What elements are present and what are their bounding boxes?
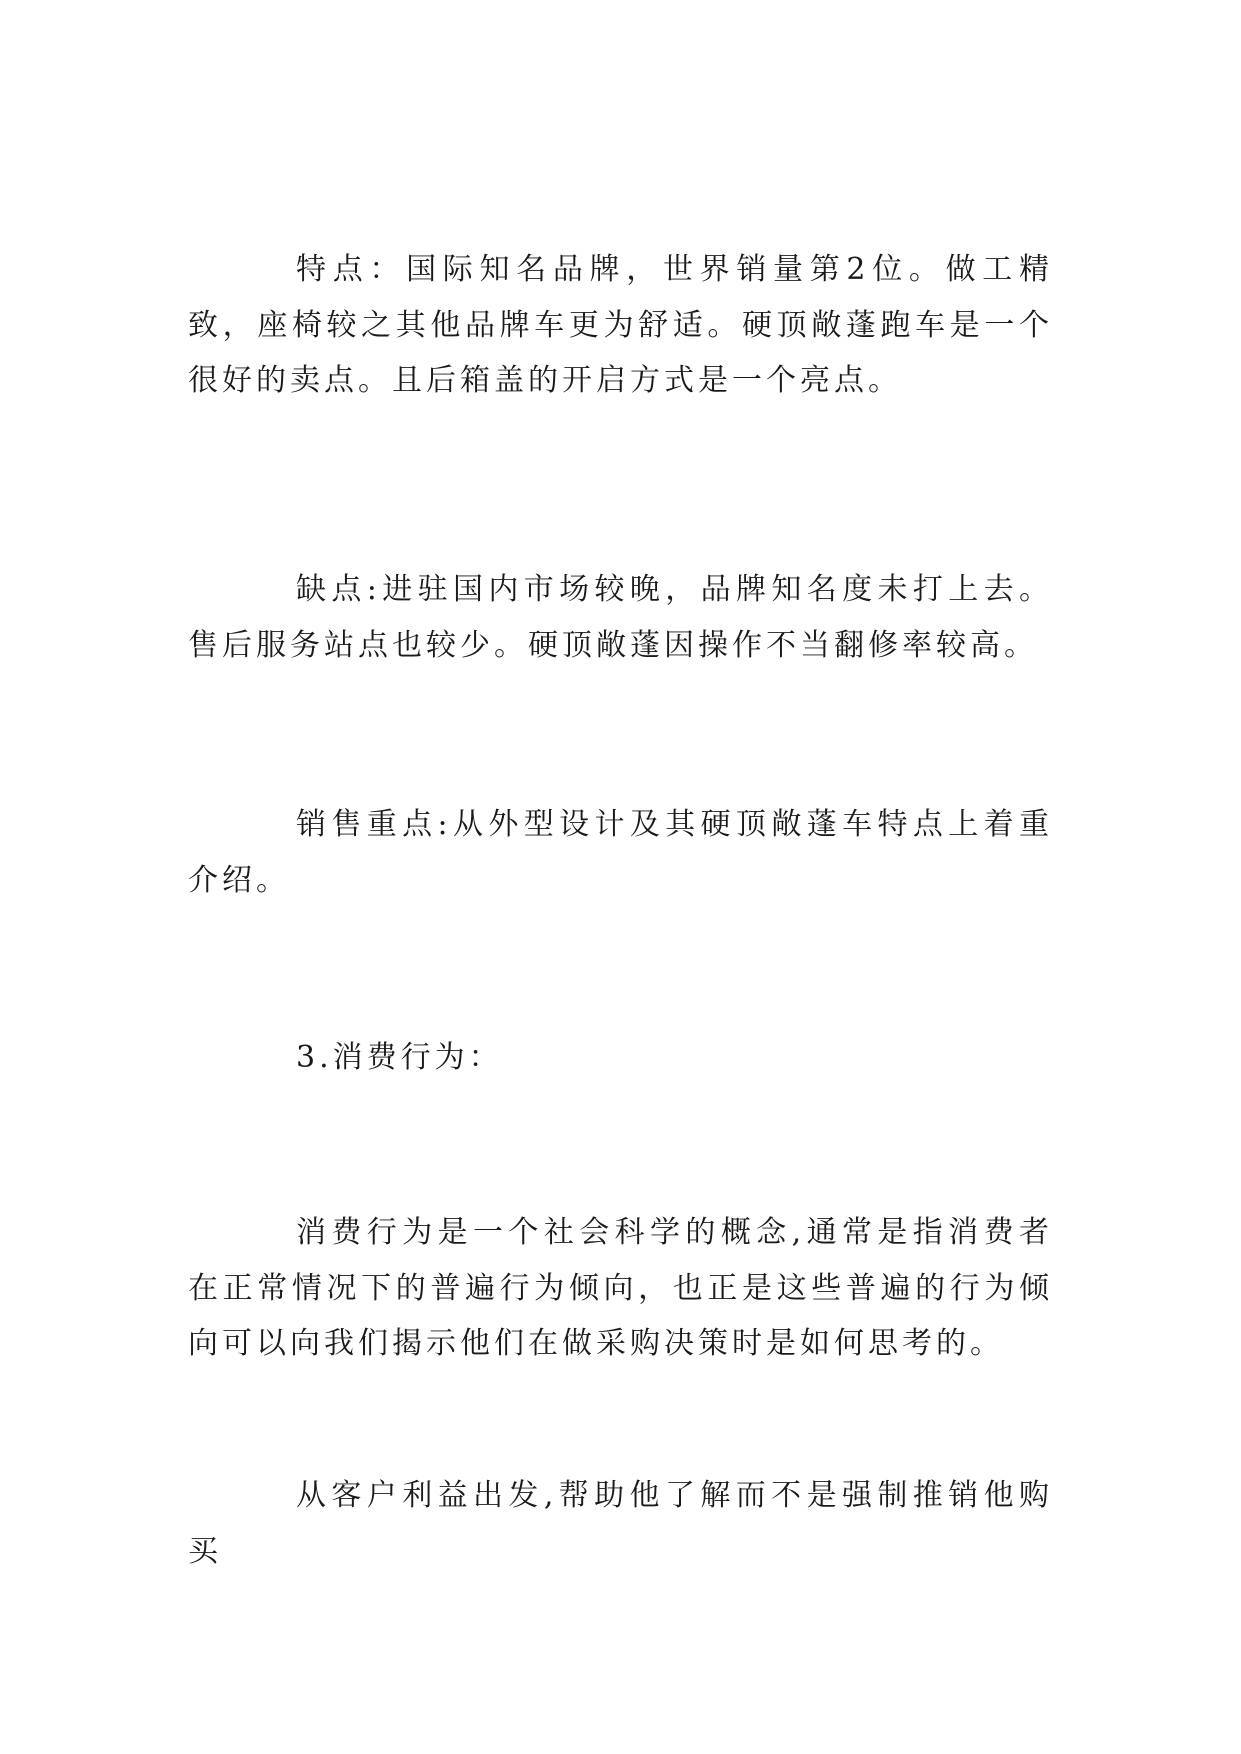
paragraph-consumer-behavior: 消费行为是一个社会科学的概念,通常是指消费者在正常情况下的普遍行为倾向，也正是这些普遍的行为倾向可以向我们揭示他们在做采购决策时是如何思考的。 [188,1215,1053,1361]
paragraph-sales-focus: 销售重点:从外型设计及其硬顶敞蓬车特点上着重介绍。 [188,807,1053,898]
paragraph-customer-interest: 从客户利益出发,帮助他了解而不是强制推销他购买 [188,1478,1053,1569]
paragraph-drawbacks: 缺点:进驻国内市场较晚，品牌知名度未打上去。售后服务站点也较少。硬顶敞蓬因操作不当翻修率较高。 [188,572,1053,663]
section-heading-consumer-behavior: 3.消费行为： [296,1040,503,1075]
paragraph-features: 特点：国际知名品牌，世界销量第2位。做工精致，座椅较之其他品牌车更为舒适。硬顶敞蓬跑车是一个很好的卖点。且后箱盖的开启方式是一个亮点。 [188,252,1053,398]
